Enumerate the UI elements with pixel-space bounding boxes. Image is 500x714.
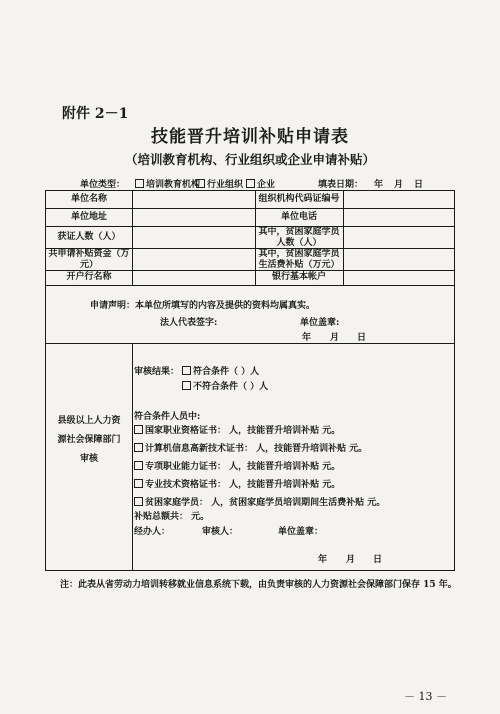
- unit-phone-label: 单位电话: [280, 212, 317, 222]
- poor-subsidy-label: 其中，贫困家庭学员生活费补贴（万元）: [258, 249, 340, 270]
- reviewer-label: 审核人：: [202, 527, 239, 537]
- checkbox-icon: [134, 443, 143, 452]
- bank-account-label: 银行基本帐户: [271, 272, 326, 282]
- unit-type-option-enterprise[interactable]: 企业: [246, 177, 275, 190]
- legal-rep-signature: 法人代表签字:: [160, 318, 218, 328]
- meets-conditions-option[interactable]: 符合条件（ ）人: [182, 364, 259, 377]
- footer-note: 注：此表从省劳动力培训转移就业信息系统下载，由负责审核的人力资源社会保障部门保存 15 年。: [60, 580, 457, 590]
- review-dept-label: 县级以上人力资 源社会保障部门 审核: [57, 416, 121, 464]
- review-result-label: 审核结果：: [134, 367, 180, 377]
- row-divider: [46, 226, 454, 227]
- checkbox-icon: [134, 479, 143, 488]
- checkbox-icon: [135, 179, 144, 188]
- decl-year: 年: [302, 333, 312, 343]
- review-item-special[interactable]: 专项职业能力证书： 人，技能晋升培训补贴 元。: [134, 459, 340, 472]
- checkbox-icon: [134, 461, 143, 470]
- fill-date-label: 填表日期：: [318, 180, 364, 190]
- date-day: 日: [414, 180, 424, 190]
- col-divider: [132, 343, 133, 571]
- review-item-computer[interactable]: 计算机信息高新技术证书： 人，技能晋升培训补贴 元。: [134, 441, 367, 454]
- subsidy-total-label: 共申请补贴资金（万元）: [48, 249, 130, 270]
- unit-type-option-industry[interactable]: 行业组织: [196, 177, 243, 190]
- col-divider: [343, 191, 344, 285]
- org-code-label: 组织机构代码证编号: [258, 194, 340, 204]
- unit-seal-label: 单位盖章:: [300, 318, 340, 328]
- row-divider: [46, 208, 454, 209]
- checkbox-icon: [246, 179, 255, 188]
- checkbox-icon: [134, 497, 143, 506]
- review-item-professional[interactable]: 专业技术资格证书： 人，技能晋升培训补贴 元。: [134, 477, 340, 490]
- eligible-header: 符合条件人员中:: [134, 412, 201, 422]
- checkbox-icon: [134, 425, 143, 434]
- decl-day: 日: [357, 333, 367, 343]
- review-item-poor-family[interactable]: 贫困家庭学员： 人，贫困家庭学员培训期间生活费补贴 元。: [134, 495, 385, 508]
- unit-type-option-training[interactable]: 培训教育机构: [135, 177, 200, 190]
- unit-type-label: 单位类型：: [80, 180, 126, 190]
- handler-label: 经办人：: [134, 527, 171, 537]
- review-year: 年: [318, 555, 328, 565]
- form-title: 技能晋升培训补贴申请表: [151, 127, 349, 147]
- row-divider: [46, 343, 454, 344]
- poor-students-label: 其中，贫困家庭学员人数（人）: [258, 227, 340, 248]
- checkbox-icon: [196, 179, 205, 188]
- form-subtitle: （培训教育机构、行业组织或企业申请补贴）: [124, 152, 375, 167]
- col-divider: [255, 191, 256, 285]
- checkbox-icon: [182, 381, 191, 390]
- subsidy-total-amount: 补贴总额共： 元。: [134, 512, 210, 522]
- decl-month: 月: [330, 333, 340, 343]
- review-day: 日: [373, 555, 383, 565]
- review-month: 月: [346, 555, 356, 565]
- attachment-label: 附件 2－1: [62, 106, 129, 122]
- checkbox-icon: [182, 366, 191, 375]
- col-divider: [132, 191, 133, 285]
- date-year: 年: [374, 180, 384, 190]
- cert-count-label: 获证人数（人）: [57, 232, 121, 242]
- page-number: － 13 －: [404, 690, 447, 703]
- date-month: 月: [394, 180, 404, 190]
- declaration-text: 申请声明：本单位所填写的内容及提供的资料均属真实。: [90, 301, 316, 311]
- unit-address-label: 单位地址: [70, 212, 107, 222]
- application-form-table: [45, 190, 455, 571]
- not-meets-conditions-option[interactable]: 不符合条件（ ）人: [182, 379, 268, 392]
- unit-name-label: 单位名称: [70, 194, 107, 204]
- review-seal-label: 单位盖章：: [278, 527, 324, 537]
- bank-name-label: 开户行名称: [66, 272, 112, 282]
- row-divider: [46, 285, 454, 286]
- review-item-vocational[interactable]: 国家职业资格证书： 人，技能晋升培训补贴 元。: [134, 423, 340, 436]
